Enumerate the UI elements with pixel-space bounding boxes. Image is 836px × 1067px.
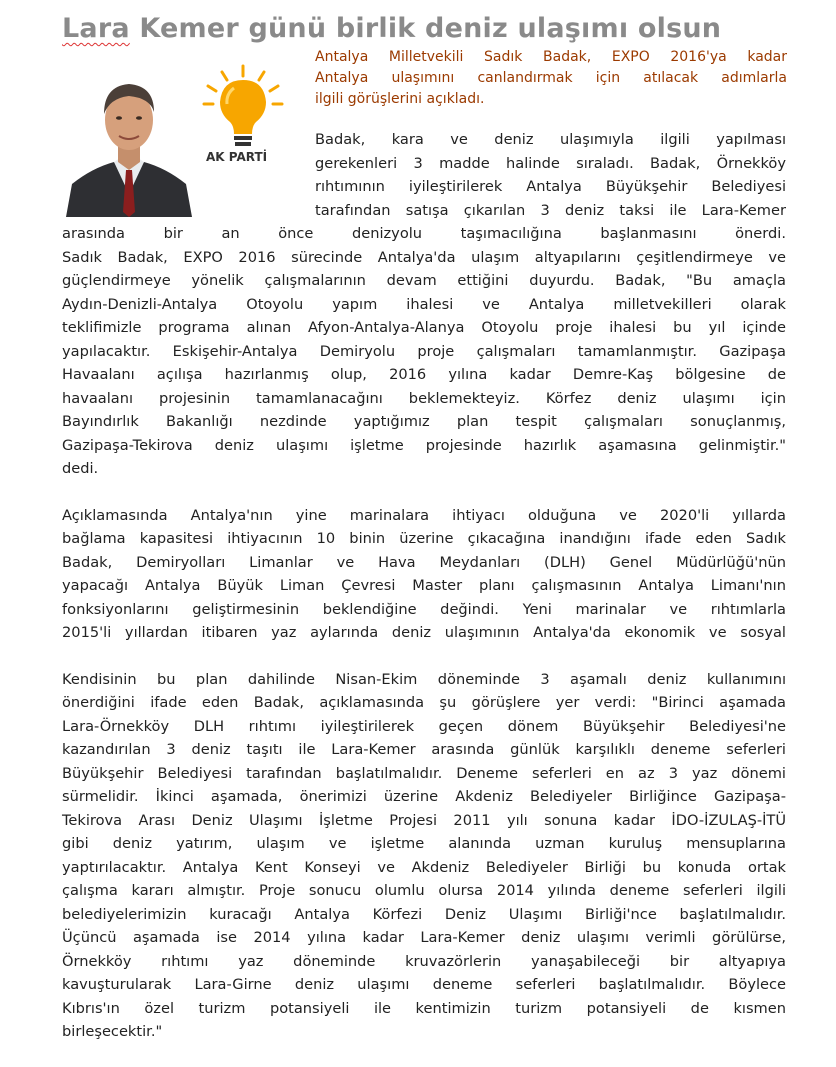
paragraph-1 (62, 128, 786, 481)
text-line: gibi deniz yatırım, ulaşım ve işletme alanında uzman kuruluş mensuplarına (62, 835, 786, 852)
text-line: sürmelidir. İkinci aşamada, önerimizi üzerine Akdeniz Belediyeler Birliğince Gazipaşa- (62, 788, 786, 805)
text-line: Sadık Badak, EXPO 2016 sürecinde Antalya'da ulaşım altyapılarını çeşitlendirmeye ve (62, 248, 786, 266)
title-rest: Kemer günü birlik deniz ulaşımı olsun (129, 13, 722, 44)
lead-line: Antalya ulaşımını canlandırmak için atılacak adımlarla (315, 70, 787, 86)
text-line: yaptırılacaktır. Antalya Kent Konseyi ve Akdeniz Belediyeler Birliği bu konuda ortak (62, 858, 786, 876)
paragraph-2 (62, 504, 786, 645)
text-line: Aydın-Denizli-Antalya Otoyolu yapım ihalesi ve Antalya milletvekilleri olarak (62, 295, 786, 313)
text-line: çalışma kararı almıştır. Proje sonucu olumlu olursa 2014 yılında deneme seferleri ilgili (62, 882, 786, 899)
article-title (62, 12, 802, 46)
text-line: tarafından satışa çıkarılan 3 deniz taksi ile Lara-Kemer (315, 201, 786, 219)
paragraph-1-indented (315, 128, 786, 222)
text-line: havaalanı projesinin tamamlanacağını beklemekteyiz. Körfez deniz ulaşımı için (62, 389, 786, 407)
text-line: 2015'li yıllardan itibaren yaz aylarında deniz ulaşımının Antalya'da ekonomik ve sosyal (62, 624, 786, 641)
text-line: Açıklamasında Antalya'nın yine marinalara ihtiyacı olduğuna ve 2020'li yıllarda (62, 506, 786, 524)
text-line: Kendisinin bu plan dahilinde Nisan-Ekim döneminde 3 aşamalı deniz kullanımını (62, 670, 786, 688)
title-first-word: Lara (62, 13, 130, 44)
text-line: Gazipaşa-Tekirova deniz ulaşımı işletme projesinde hazırlık aşamasına gelinmiştir." (62, 436, 786, 454)
text-line: güçlendirmeye yönelik çalışmalarının devam ettiğini duyurdu. Badak, "Bu amaçla (62, 272, 786, 289)
text-line: kavuşturularak Lara-Girne deniz ulaşımı deneme seferleri başlatılmalıdır. Böylece (62, 976, 786, 993)
lead-line: Antalya Milletvekili Sadık Badak, EXPO 2016'ya kadar (315, 49, 787, 65)
text-line: Badak, kara ve deniz ulaşımıyla ilgili yapılması (315, 131, 786, 148)
text-line: Lara-Örnekköy DLH rıhtımı iyileştirilerek geçen dönem Büyükşehir Belediyesi'ne (62, 717, 786, 735)
text-line: Büyükşehir Belediyesi tarafından başlatılmalıdır. Deneme seferleri en az 3 yaz dönemi (62, 764, 786, 782)
lead-paragraph (315, 47, 787, 110)
text-line: Örnekköy rıhtımı yaz döneminde kruvazörlerin yanaşabileceği bir altyapıya (62, 952, 786, 970)
paragraph-3 (62, 668, 786, 1044)
text-line: Tekirova Arası Deniz Ulaşımı İşletme Projesi 2011 yılı sonuna kadar İDO-İZULAŞ-İTÜ (62, 811, 786, 829)
text-line: önerdiğini ifade eden Badak, açıklamasında şu görüşlere yer verdi: "Birinci aşamada (62, 694, 786, 711)
lead-line: ilgili görüşlerini açıkladı. (315, 91, 485, 107)
text-line: rıhtımının iyileştirilerek Antalya Büyükşehir Belediyesi (315, 178, 786, 195)
logo-text: AK PARTİ (206, 150, 268, 164)
text-line: gerekenleri 3 madde halinde sıraladı. Badak, Örnekköy (315, 154, 786, 172)
text-line: Üçüncü aşamada ise 2014 yılına kadar Lara-Kemer deniz ulaşımı verimli görülürse, (62, 929, 786, 946)
text-line: fonksiyonlarını geliştirmesinin beklendiğine değindi. Yeni marinalar ve rıhtımlarla (62, 600, 786, 618)
text-line: Badak, Demiryolları Limanlar ve Hava Meydanları (DLH) Genel Müdürlüğü'nün (62, 553, 786, 571)
text-line: teklifimizle programa alınan Afyon-Antalya-Alanya Otoyolu proje ihalesi bu yıl içinde (62, 319, 786, 336)
text-line: bağlama kapasitesi ihtiyacının 10 binin üzerine çıkacağına inandığını ifade eden Sadık (62, 530, 786, 547)
text-line: yapacağı Antalya Büyük Liman Çevresi Master planı çalışmasının Antalya Limanı'nın (62, 577, 786, 594)
text-line: kazandırılan 3 deniz taşıtı ile Lara-Kemer arasında günlük karşılıklı deneme seferleri (62, 741, 786, 758)
text-line: birleşecektir." (62, 1023, 163, 1040)
text-line: dedi. (62, 460, 99, 477)
text-line: Kıbrıs'ın özel turizm potansiyeli ile kentimizin turizm potansiyeli de kısmen (62, 999, 786, 1017)
text-line: belediyelerimizin kuracağı Antalya Körfezi Deniz Ulaşımı Birliği'nce başlatılmalıdır. (62, 905, 786, 923)
text-line: arasında bir an önce denizyolu taşımacılığına başlanmasını önerdi. (62, 225, 786, 242)
text-line: Bayındırlık Bakanlığı nezdinde yaptığımız plan tespit çalışmaları sonuçlanmış, (62, 413, 786, 430)
text-line: Havaalanı açılışa hazırlanmış olup, 2016 yılına kadar Demre-Kaş bölgesine de (62, 366, 786, 383)
article-body (62, 128, 786, 1067)
text-line: yapılacaktır. Eskişehir-Antalya Demiryolu proje çalışmaları tamamlanmıştır. Gazipaşa (62, 342, 786, 360)
